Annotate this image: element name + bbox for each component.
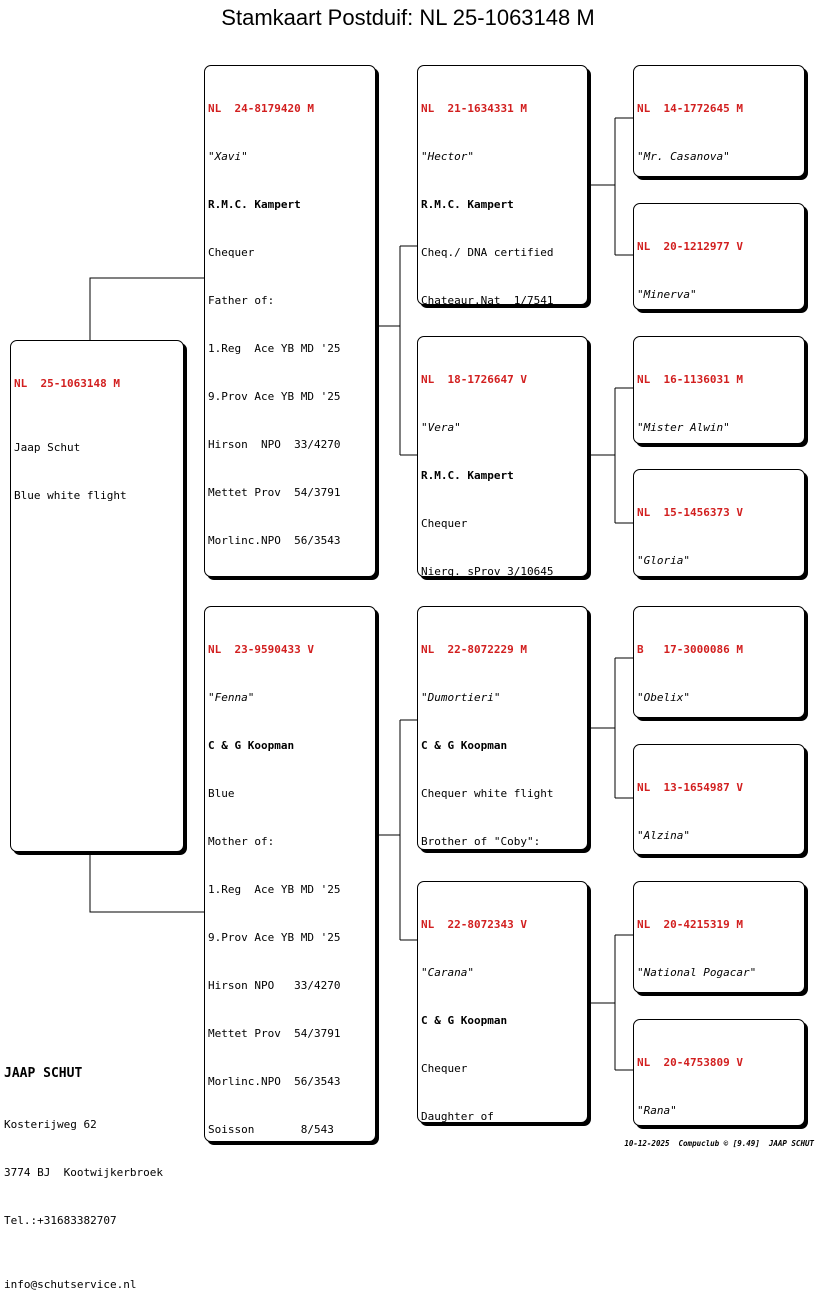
- owner-name: C & G Koopman: [421, 1014, 508, 1027]
- pigeon-card-mff[interactable]: [633, 606, 805, 718]
- ring-number: NL 15-1456373 V: [637, 506, 743, 519]
- pigeon-color: Chequer: [208, 246, 255, 259]
- ring-number: NL 14-1772645 M: [637, 102, 743, 115]
- phone-number: Tel.:+31683382707: [4, 1214, 117, 1227]
- pigeon-card-mmm[interactable]: [633, 1019, 805, 1126]
- note-line: 9.Prov Ace YB MD '25: [208, 390, 341, 403]
- pigeon-name: "Mr. Casanova": [637, 150, 730, 163]
- ring-number: NL 25-1063148 M: [14, 377, 120, 390]
- pigeon-name: "Mister Alwin": [637, 421, 730, 434]
- pigeon-name: "Hector": [421, 150, 474, 163]
- note-line: 9.Prov Ace YB MD '25: [208, 931, 341, 944]
- pigeon-card-mother-father[interactable]: [417, 606, 588, 850]
- ring-number: NL 21-1634331 M: [421, 102, 527, 115]
- owner-name: R.M.C. Kampert: [421, 198, 514, 211]
- ring-number: NL 22-8072343 V: [421, 918, 527, 931]
- pigeon-card-father-mother[interactable]: [417, 336, 588, 577]
- pigeon-color: Blue: [208, 787, 235, 800]
- pigeon-name: "Carana": [421, 966, 474, 979]
- pigeon-card-father[interactable]: [204, 65, 376, 577]
- street-address: Kosterijweg 62: [4, 1118, 97, 1131]
- pigeon-name: "Fenna": [208, 691, 255, 704]
- city-address: 3774 BJ Kootwijkerbroek: [4, 1166, 163, 1179]
- ring-number: NL 20-4753809 V: [637, 1056, 743, 1069]
- note-line: 1.Reg Ace YB MD '25: [208, 342, 341, 355]
- pigeon-card-subject[interactable]: [10, 340, 184, 852]
- pigeon-card-fmm[interactable]: [633, 469, 805, 577]
- ring-number: NL 16-1136031 M: [637, 373, 743, 386]
- pigeon-name: "Obelix": [637, 691, 690, 704]
- email-address[interactable]: info@schutservice.nl: [4, 1278, 137, 1291]
- pigeon-card-father-father[interactable]: [417, 65, 588, 305]
- owner-name: C & G Koopman: [208, 739, 295, 752]
- pigeon-card-mmf[interactable]: [633, 881, 805, 993]
- owner-name: C & G Koopman: [421, 739, 508, 752]
- pigeon-name: "Gloria": [637, 554, 690, 567]
- note-line: Brother of "Coby":: [421, 835, 541, 848]
- ring-number: B 17-3000086 M: [637, 643, 743, 656]
- pigeon-color: Chequer: [421, 1062, 468, 1075]
- note-line: Hirson NPO 33/4270: [208, 438, 341, 451]
- note-line: Mother of:: [208, 835, 275, 848]
- owner-name: R.M.C. Kampert: [208, 198, 301, 211]
- pigeon-card-mother-mother[interactable]: [417, 881, 588, 1123]
- note-line: 1.Reg Ace YB MD '25: [208, 883, 341, 896]
- note-line: Chateaur.Nat 1/7541: [421, 294, 554, 305]
- pigeon-card-fmf[interactable]: [633, 336, 805, 444]
- pigeon-name: "National Pogacar": [637, 966, 757, 979]
- pigeon-name: "Alzina": [637, 829, 690, 842]
- note-line: Nierg. sProv 3/10645: [421, 565, 554, 577]
- owner-name: Jaap Schut: [14, 441, 81, 454]
- ring-number: NL 24-8179420 M: [208, 102, 314, 115]
- note-line: Father of:: [208, 294, 275, 307]
- note-line: Mettet Prov 54/3791: [208, 486, 341, 499]
- print-credit: 10-12-2025 Compuclub © [9.49] JAAP SCHUT: [624, 1139, 814, 1148]
- ring-number: NL 20-1212977 V: [637, 240, 743, 253]
- pigeon-color: Cheq./ DNA certified: [421, 246, 554, 259]
- note-line: Morlinc.NPO 56/3543: [208, 534, 341, 547]
- pigeon-card-fff[interactable]: [633, 65, 805, 177]
- ring-number: NL 18-1726647 V: [421, 373, 527, 386]
- owner-name: R.M.C. Kampert: [421, 469, 514, 482]
- note-line: Daughter of: [421, 1110, 494, 1123]
- pigeon-card-mfm[interactable]: [633, 744, 805, 855]
- pigeon-name: "Vera": [421, 421, 461, 434]
- pigeon-color: Blue white flight: [14, 489, 127, 502]
- pigeon-name: "Rana": [637, 1104, 677, 1117]
- pigeon-color: Chequer white flight: [421, 787, 554, 800]
- pigeon-card-ffm[interactable]: [633, 203, 805, 310]
- note-line: Morlinc.NPO 56/3543: [208, 1075, 341, 1088]
- note-line: Mettet Prov 54/3791: [208, 1027, 341, 1040]
- pigeon-name: "Dumortieri": [421, 691, 501, 704]
- pigeon-name: "Xavi": [208, 150, 248, 163]
- page-title: Stamkaart Postduif: NL 25-1063148 M: [221, 5, 595, 30]
- ring-number: NL 23-9590433 V: [208, 643, 314, 656]
- note-line: Soisson 8/543: [208, 1123, 334, 1136]
- ring-number: NL 13-1654987 V: [637, 781, 743, 794]
- ring-number: NL 22-8072229 M: [421, 643, 527, 656]
- ring-number: NL 20-4215319 M: [637, 918, 743, 931]
- pigeon-card-mother[interactable]: [204, 606, 376, 1142]
- pigeon-name: "Minerva": [637, 288, 697, 301]
- breeder-name: JAAP SCHUT: [4, 1066, 83, 1081]
- pigeon-color: Chequer: [421, 517, 468, 530]
- note-line: Hirson NPO 33/4270: [208, 979, 341, 992]
